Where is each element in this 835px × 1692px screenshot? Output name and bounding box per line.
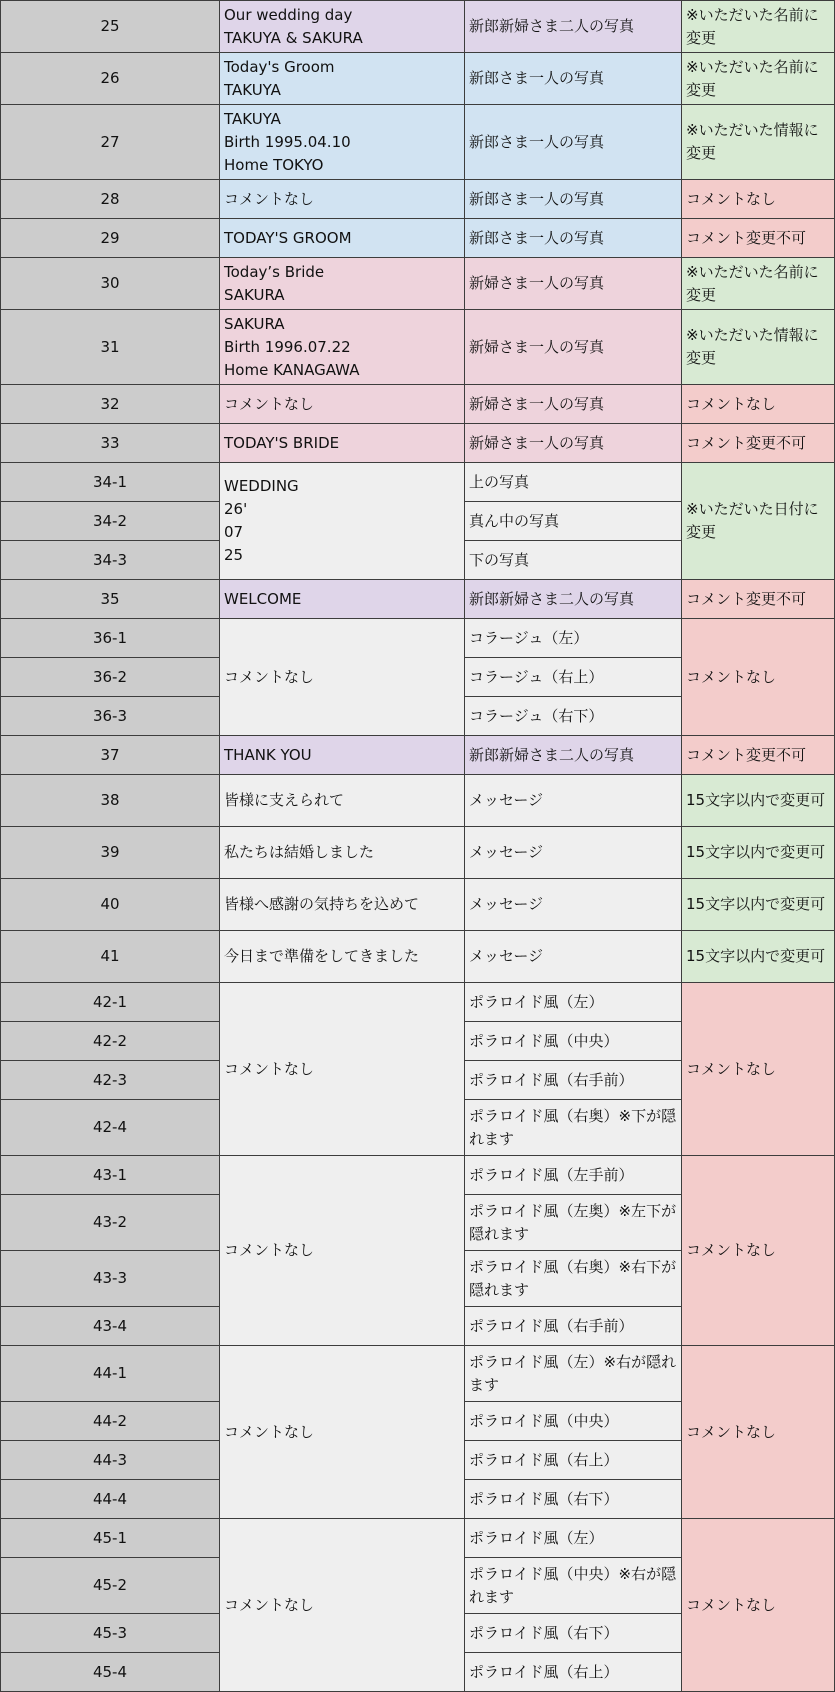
photo-cell[interactable]: 新郎新婦さま二人の写真 [465,580,682,619]
photo-cell[interactable]: メッセージ [465,879,682,931]
slide-number-cell[interactable]: 35 [1,580,220,619]
edit-rule-cell[interactable]: コメントなし [682,385,835,424]
edit-rule-cell[interactable]: ※いただいた情報に変更 [682,105,835,180]
edit-rule-cell[interactable]: コメントなし [682,983,835,1156]
slide-number-cell[interactable]: 25 [1,1,220,53]
edit-rule-cell[interactable]: コメント変更不可 [682,736,835,775]
comment-cell[interactable]: Our wedding day TAKUYA & SAKURA [220,1,465,53]
edit-rule-cell[interactable]: ※いただいた日付に変更 [682,463,835,580]
edit-rule-cell[interactable]: コメント変更不可 [682,219,835,258]
slide-number-cell[interactable]: 28 [1,180,220,219]
photo-cell[interactable]: ポラロイド風（左奥）※左下が隠れます [465,1195,682,1251]
edit-rule-cell[interactable]: コメント変更不可 [682,580,835,619]
table-row [1,736,835,775]
table-row [1,775,835,827]
photo-cell[interactable]: 新郎さま一人の写真 [465,180,682,219]
edit-rule-cell[interactable]: コメントなし [682,1156,835,1346]
comment-cell[interactable]: コメントなし [220,180,465,219]
photo-cell[interactable]: 新婦さま一人の写真 [465,310,682,385]
slide-number-cell[interactable]: 42-4 [1,1100,220,1156]
comment-cell[interactable]: WEDDING 26' 07 25 [220,463,465,580]
photo-cell[interactable]: 新婦さま一人の写真 [465,424,682,463]
comment-cell[interactable]: WELCOME [220,580,465,619]
slide-number-cell[interactable]: 45-4 [1,1653,220,1692]
slide-number-cell[interactable]: 45-2 [1,1558,220,1614]
slide-number-cell[interactable]: 44-4 [1,1480,220,1519]
photo-cell[interactable]: メッセージ [465,931,682,983]
photo-cell[interactable]: ポラロイド風（右下） [465,1614,682,1653]
slide-number-cell[interactable]: 43-3 [1,1251,220,1307]
table-row [1,1519,835,1558]
photo-cell[interactable]: ポラロイド風（右手前） [465,1307,682,1346]
photo-cell[interactable]: ポラロイド風（右上） [465,1653,682,1692]
photo-cell[interactable]: ポラロイド風（左） [465,1519,682,1558]
slide-number-cell[interactable]: 42-1 [1,983,220,1022]
slide-number-cell[interactable]: 42-3 [1,1061,220,1100]
table-row [1,1,835,53]
comment-cell[interactable]: コメントなし [220,1156,465,1346]
edit-rule-cell[interactable]: コメントなし [682,1346,835,1519]
photo-cell[interactable]: ポラロイド風（右下） [465,1480,682,1519]
comment-cell[interactable]: 皆様へ感謝の気持ちを込めて [220,879,465,931]
edit-rule-cell[interactable]: コメントなし [682,180,835,219]
table-row [1,385,835,424]
slide-number-cell[interactable]: 36-2 [1,658,220,697]
slide-number-cell[interactable]: 37 [1,736,220,775]
edit-rule-cell[interactable]: 15文字以内で変更可 [682,827,835,879]
comment-cell[interactable]: Today's Groom TAKUYA [220,53,465,105]
slide-number-cell[interactable]: 31 [1,310,220,385]
slide-number-cell[interactable]: 33 [1,424,220,463]
slide-number-cell[interactable]: 45-3 [1,1614,220,1653]
edit-rule-cell[interactable]: コメントなし [682,1519,835,1692]
table-row [1,931,835,983]
slide-number-cell[interactable]: 26 [1,53,220,105]
photo-cell[interactable]: ポラロイド風（中央）※右が隠れます [465,1558,682,1614]
slide-number-cell[interactable]: 36-1 [1,619,220,658]
photo-cell[interactable]: ポラロイド風（左） [465,983,682,1022]
photo-cell[interactable]: 新郎新婦さま二人の写真 [465,1,682,53]
photo-cell[interactable]: 上の写真 [465,463,682,502]
slide-number-cell[interactable]: 41 [1,931,220,983]
slide-number-cell[interactable]: 43-4 [1,1307,220,1346]
slide-number-cell[interactable]: 45-1 [1,1519,220,1558]
comment-cell[interactable]: 今日まで準備をしてきました [220,931,465,983]
table-row [1,983,835,1022]
edit-rule-cell[interactable]: 15文字以内で変更可 [682,775,835,827]
photo-cell[interactable]: コラージュ（右上） [465,658,682,697]
photo-cell[interactable]: コラージュ（左） [465,619,682,658]
table-row [1,1346,835,1402]
comment-cell[interactable]: SAKURA Birth 1996.07.22 Home KANAGAWA [220,310,465,385]
table-row [1,463,835,502]
edit-rule-cell[interactable]: ※いただいた名前に変更 [682,53,835,105]
photo-cell[interactable]: 真ん中の写真 [465,502,682,541]
slide-number-cell[interactable]: 42-2 [1,1022,220,1061]
slide-number-cell[interactable]: 44-1 [1,1346,220,1402]
photo-cell[interactable]: ポラロイド風（左）※右が隠れます [465,1346,682,1402]
table-row [1,53,835,105]
slide-number-cell[interactable]: 43-1 [1,1156,220,1195]
table-row [1,879,835,931]
edit-rule-cell[interactable]: ※いただいた名前に変更 [682,1,835,53]
photo-cell[interactable]: 新婦さま一人の写真 [465,385,682,424]
photo-cell[interactable]: コラージュ（右下） [465,697,682,736]
comment-cell[interactable]: TODAY'S BRIDE [220,424,465,463]
table-row [1,219,835,258]
comment-cell[interactable]: THANK YOU [220,736,465,775]
slide-number-cell[interactable]: 44-2 [1,1402,220,1441]
comment-cell[interactable]: コメントなし [220,1346,465,1519]
comment-cell[interactable]: TAKUYA Birth 1995.04.10 Home TOKYO [220,105,465,180]
table-row [1,180,835,219]
slide-number-cell[interactable]: 29 [1,219,220,258]
slide-number-cell[interactable]: 27 [1,105,220,180]
edit-rule-cell[interactable]: 15文字以内で変更可 [682,931,835,983]
photo-cell[interactable]: ポラロイド風（右奥）※右下が隠れます [465,1251,682,1307]
comment-cell[interactable]: コメントなし [220,983,465,1156]
table-row [1,580,835,619]
photo-cell[interactable]: 下の写真 [465,541,682,580]
photo-cell[interactable]: 新郎新婦さま二人の写真 [465,736,682,775]
photo-cell[interactable]: 新郎さま一人の写真 [465,53,682,105]
table-row [1,619,835,658]
photo-cell[interactable]: ポラロイド風（右奥）※下が隠れます [465,1100,682,1156]
comment-cell[interactable]: 私たちは結婚しました [220,827,465,879]
edit-rule-cell[interactable]: 15文字以内で変更可 [682,879,835,931]
comment-cell[interactable]: TODAY'S GROOM [220,219,465,258]
table-row [1,827,835,879]
table-row [1,1156,835,1195]
photo-cell[interactable]: ポラロイド風（左手前） [465,1156,682,1195]
table-row [1,105,835,180]
slide-number-cell[interactable]: 39 [1,827,220,879]
photo-cell[interactable]: 新郎さま一人の写真 [465,219,682,258]
slide-number-cell[interactable]: 30 [1,258,220,310]
slide-number-cell[interactable]: 34-2 [1,502,220,541]
slide-number-cell[interactable]: 32 [1,385,220,424]
photo-cell[interactable]: メッセージ [465,827,682,879]
slide-number-cell[interactable]: 36-3 [1,697,220,736]
edit-rule-cell[interactable]: ※いただいた情報に変更 [682,310,835,385]
table-row [1,310,835,385]
comment-cell[interactable]: コメントなし [220,619,465,736]
photo-cell[interactable]: ポラロイド風（中央） [465,1402,682,1441]
table-row [1,424,835,463]
slide-number-cell[interactable]: 38 [1,775,220,827]
photo-cell[interactable]: メッセージ [465,775,682,827]
photo-cell[interactable]: ポラロイド風（右上） [465,1441,682,1480]
edit-rule-cell[interactable]: ※いただいた名前に変更 [682,258,835,310]
slide-number-cell[interactable]: 43-2 [1,1195,220,1251]
photo-cell[interactable]: ポラロイド風（中央） [465,1022,682,1061]
photo-cell[interactable]: 新婦さま一人の写真 [465,258,682,310]
slide-number-cell[interactable]: 34-3 [1,541,220,580]
comment-cell[interactable]: コメントなし [220,385,465,424]
edit-rule-cell[interactable]: コメント変更不可 [682,424,835,463]
comment-cell[interactable]: Today’s Bride SAKURA [220,258,465,310]
edit-rule-cell[interactable]: コメントなし [682,619,835,736]
table-row [1,258,835,310]
table-body [1,1,835,1692]
slide-number-cell[interactable]: 44-3 [1,1441,220,1480]
comment-cell[interactable]: コメントなし [220,1519,465,1692]
slide-number-cell[interactable]: 34-1 [1,463,220,502]
photo-cell[interactable]: ポラロイド風（右手前） [465,1061,682,1100]
comment-cell[interactable]: 皆様に支えられて [220,775,465,827]
slide-number-cell[interactable]: 40 [1,879,220,931]
photo-cell[interactable]: 新郎さま一人の写真 [465,105,682,180]
